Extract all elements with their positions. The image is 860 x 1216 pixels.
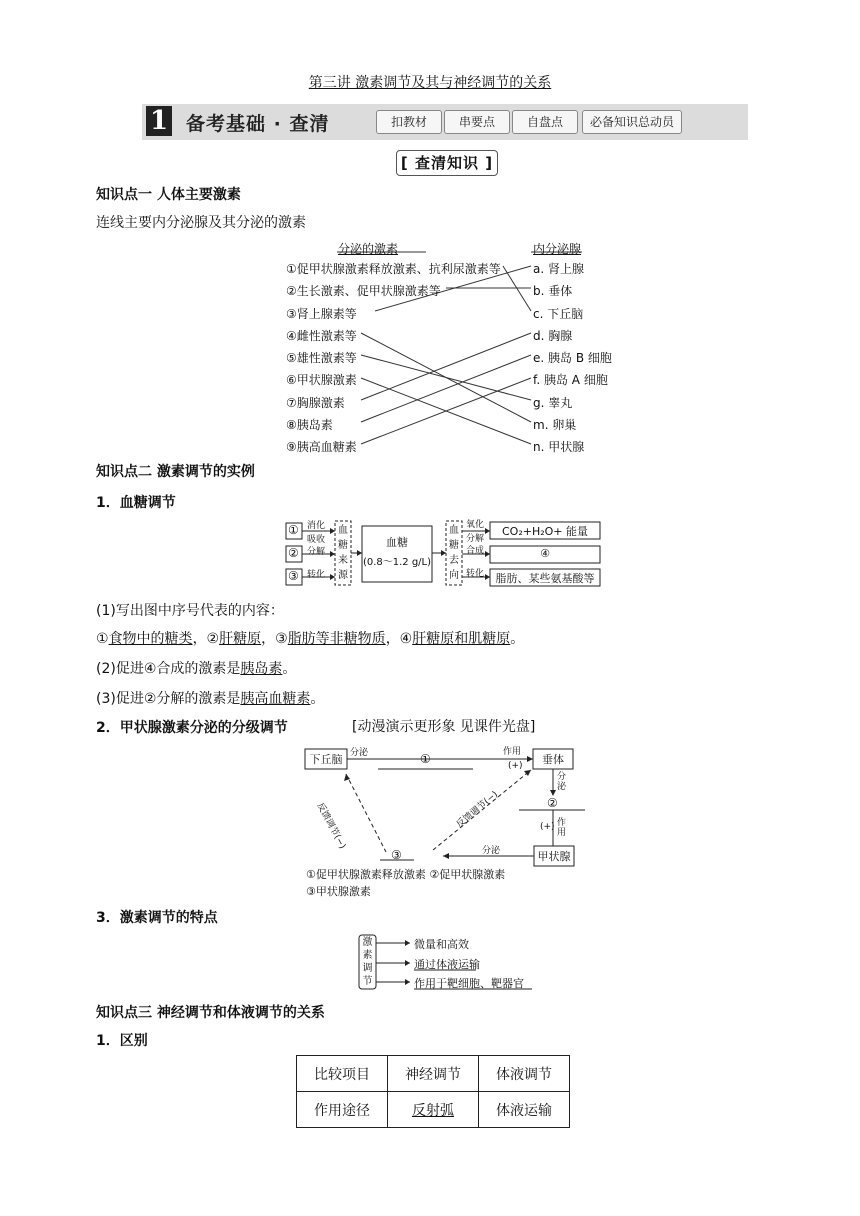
table-cell: 反射弧: [388, 1092, 479, 1128]
gland-item: g. 睾丸: [533, 395, 573, 410]
features-heading: 3．激素调节的特点: [96, 910, 218, 926]
answer-4: 肝糖原和肌糖原: [412, 631, 511, 647]
q2-answer: 胰岛素: [240, 661, 283, 677]
circle-2: ②: [547, 796, 558, 810]
blood-sugar-heading: 1．血糖调节: [96, 495, 176, 511]
feedback-left: 反馈调节(−): [314, 801, 348, 851]
bs-o2: ④: [540, 547, 550, 560]
table-cell: 体液运输: [479, 1092, 570, 1128]
bs-l1: 消化: [307, 521, 326, 531]
bs-r3: 转化: [466, 569, 485, 579]
thyroid-box: 甲状腺: [537, 850, 571, 863]
gland-item: m. 卵巢: [533, 418, 577, 433]
bs-l2: 分解: [307, 547, 326, 557]
thyroid-heading: 2．甲状腺激素分泌的分级调节: [96, 720, 288, 736]
bs-source: 血 糖 来 源: [338, 525, 348, 581]
act-label-1: 作用: [503, 747, 522, 757]
courseware-note[interactable]: [动漫演示更形象 见课件光盘]: [352, 719, 536, 735]
circle-1: ①: [420, 752, 431, 766]
bs-o3: 脂肪、某些氨基酸等: [495, 572, 595, 585]
gland-item: c. 下丘脑: [533, 306, 584, 321]
gland-item: e. 胰岛 B 细胞: [533, 351, 612, 366]
features-box: 激 素 调 节: [362, 937, 373, 987]
bs-r1a: 氧化: [466, 520, 485, 530]
secrete-label-2: 分泌: [482, 846, 501, 856]
banner-button-summary[interactable]: 必备知识总动员: [582, 110, 682, 134]
answer-2: 肝糖原: [219, 631, 262, 647]
hormone-item: ①促甲状腺激素释放激素、抗利尿激素等: [286, 262, 501, 276]
feature-2: 通过体液运输: [414, 958, 480, 971]
secrete-vertical: 分泌: [557, 772, 567, 792]
banner-button-review[interactable]: 自盘点: [512, 110, 578, 134]
k2-heading: 知识点二 激素调节的实例: [96, 464, 255, 480]
bs-r2: 合成: [466, 546, 485, 556]
plus-label-1: (+): [508, 761, 523, 771]
gland-item: a. 肾上腺: [533, 262, 584, 276]
banner-button-textbook[interactable]: 扣教材: [376, 110, 442, 134]
bs-center-b: (0.8～1.2 g/L): [362, 557, 432, 568]
banner-button-points[interactable]: 串要点: [444, 110, 510, 134]
table-cell: 体液调节: [479, 1056, 570, 1092]
hormone-item: ④雌性激素等: [286, 328, 357, 343]
bs-n3: ③: [288, 569, 299, 583]
difference-heading: 1．区别: [96, 1033, 148, 1049]
hormone-item: ③肾上腺素等: [286, 306, 357, 321]
pituitary-box: 垂体: [542, 753, 564, 766]
circle-3: ③: [391, 848, 402, 862]
feature-3: 作用于靶细胞、靶器官: [414, 977, 524, 990]
gland-item: d. 胸腺: [533, 328, 573, 343]
q1-answers: ①食物中的糖类，②肝糖原，③脂肪等非糖物质，④肝糖原和肌糖原。: [96, 631, 525, 647]
table-cell: 比较项目: [297, 1056, 388, 1092]
hormone-item: ⑥甲状腺激素: [286, 373, 357, 388]
glands-header: 内分泌腺: [533, 242, 582, 256]
bs-r1b: 分解: [466, 534, 485, 544]
bs-l1b: 吸收: [307, 535, 326, 545]
q2: (2)促进④合成的激素是胰岛素。: [96, 661, 297, 677]
bs-n2: ②: [288, 546, 299, 560]
answer-3: 脂肪等非糖物质: [287, 631, 386, 647]
k1-intro: 连线主要内分泌腺及其分泌的激素: [96, 215, 306, 231]
table-cell: 神经调节: [388, 1056, 479, 1092]
thyroid-legend-2: ③甲状腺激素: [306, 885, 371, 898]
secrete-label-1: 分泌: [350, 748, 369, 758]
hormone-item: ⑧胰岛素: [286, 418, 333, 433]
comparison-table: [296, 1055, 570, 1128]
act-vertical: 作用: [557, 818, 567, 838]
banner-title: 备考基础 · 查清: [186, 113, 330, 135]
bs-o1: CO₂+H₂O+ 能量: [501, 525, 589, 538]
bs-center-a: 血糖: [386, 536, 408, 549]
q3: (3)促进②分解的激素是胰高血糖素。: [96, 691, 325, 707]
hormone-item: ②生长激素、促甲状腺激素等: [286, 284, 441, 299]
sub-banner: [ 查清知识 ]: [396, 150, 498, 176]
thyroid-legend-1: ①促甲状腺激素释放激素 ②促甲状腺激素: [306, 868, 506, 881]
gland-item: n. 甲状腺: [533, 440, 585, 455]
hormone-item: ⑨胰高血糖素: [286, 440, 357, 455]
bs-l3: 转化: [307, 570, 326, 580]
answer-1: 食物中的糖类: [108, 631, 193, 647]
banner-number: 1: [146, 106, 172, 136]
page-title: 第三讲 激素调节及其与神经调节的关系: [308, 75, 552, 91]
bs-dest: 血 糖 去 向: [449, 525, 459, 581]
feature-1: 微量和高效: [414, 938, 469, 951]
gland-item: f. 胰岛 A 细胞: [533, 373, 608, 388]
q1: (1)写出图中序号代表的内容：: [96, 603, 284, 619]
k1-heading: 知识点一 人体主要激素: [96, 187, 241, 203]
bs-n1: ①: [288, 523, 299, 537]
feedback-right: 反馈调节(−): [454, 789, 501, 830]
gland-item: b. 垂体: [533, 284, 573, 299]
k3-heading: 知识点三 神经调节和体液调节的关系: [96, 1005, 325, 1021]
hormone-item: ⑤雄性激素等: [286, 351, 357, 366]
table-row: [297, 1056, 570, 1092]
table-row: [297, 1092, 570, 1128]
hormones-header: 分泌的激素: [338, 242, 399, 256]
plus-label-2: (+): [540, 822, 555, 832]
q3-answer: 胰高血糖素: [240, 691, 311, 707]
table-cell: 作用途径: [297, 1092, 388, 1128]
hormone-item: ⑦胸腺激素: [286, 395, 345, 410]
hypothalamus-box: 下丘脑: [309, 753, 343, 766]
